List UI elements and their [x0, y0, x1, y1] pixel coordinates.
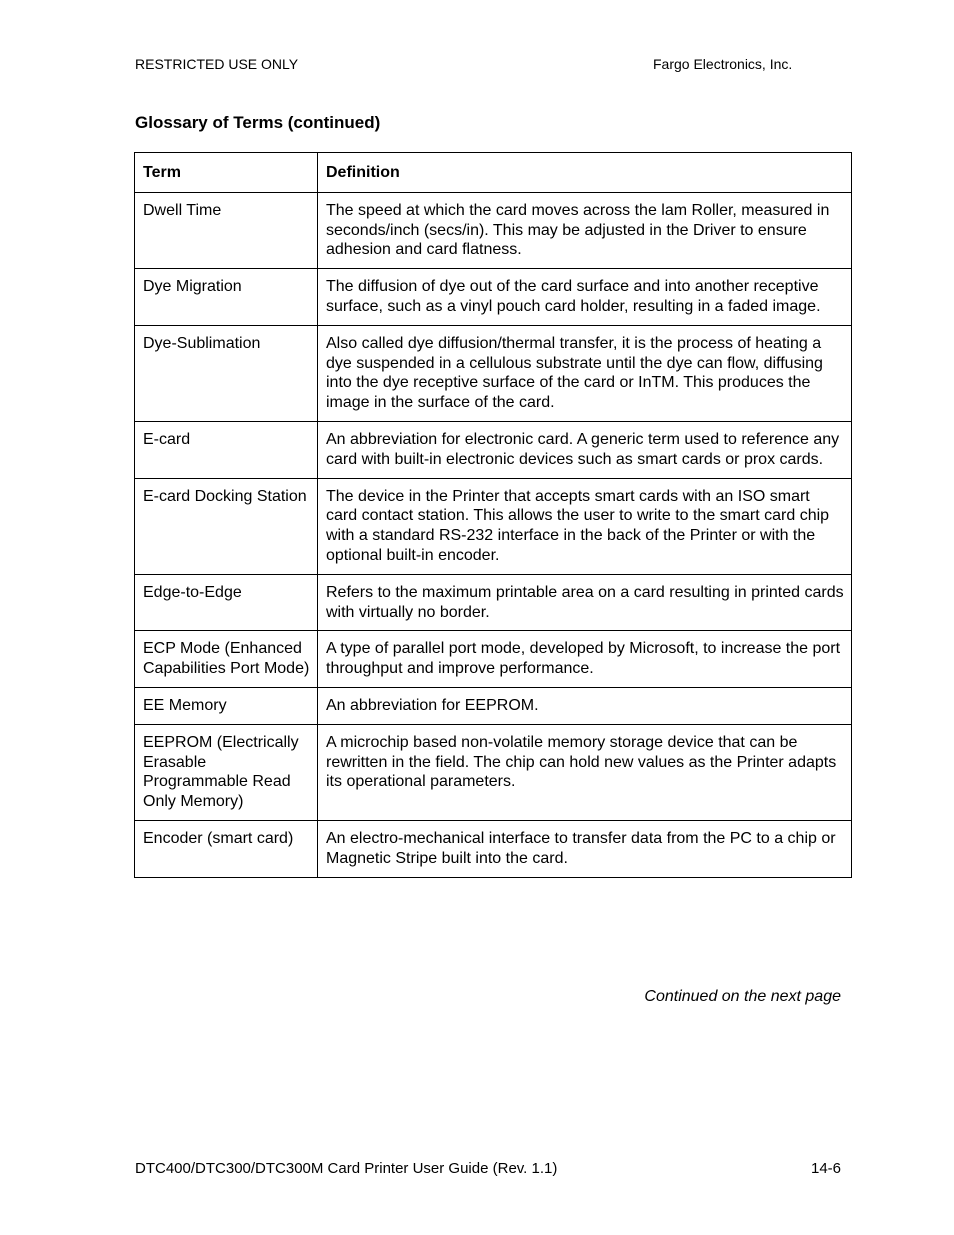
- definition-cell: The speed at which the card moves across the lam Roller, measured in seconds/inch (secs/in). This may be adjusted in the Driver to ensure adhesion and card flatness.: [318, 192, 852, 268]
- header-company-name: Fargo Electronics, Inc.: [653, 56, 793, 72]
- column-header-term: Term: [135, 153, 318, 193]
- table-row: [135, 631, 852, 688]
- table-header-row: [135, 153, 852, 193]
- footer-page-number: 14-6: [811, 1160, 842, 1177]
- term-cell: Dwell Time: [135, 192, 318, 268]
- term-cell: EEPROM (Electrically Erasable Programmable Read Only Memory): [135, 724, 318, 820]
- definition-cell: An electro-mechanical interface to transfer data from the PC to a chip or Magnetic Stripe built into the card.: [318, 820, 852, 877]
- section-title: Glossary of Terms (continued): [135, 113, 381, 132]
- header-restricted-notice: RESTRICTED USE ONLY: [135, 56, 299, 72]
- term-cell: E-card Docking Station: [135, 478, 318, 574]
- table-row: [135, 574, 852, 631]
- term-cell: Dye-Sublimation: [135, 325, 318, 421]
- table-row: [135, 820, 852, 877]
- glossary-table: [134, 152, 852, 878]
- definition-cell: The diffusion of dye out of the card surface and into another receptive surface, such as a vinyl pouch card holder, resulting in a faded image.: [318, 269, 852, 326]
- continued-note: Continued on the next page: [644, 988, 841, 1005]
- term-cell: Dye Migration: [135, 269, 318, 326]
- term-cell: E-card: [135, 421, 318, 478]
- definition-cell: Also called dye diffusion/thermal transfer, it is the process of heating a dye suspended in a cellulous substrate until the dye can flow, diffusing into the dye receptive surface of the card or InTM. This produces the image in the surface of the card.: [318, 325, 852, 421]
- table-row: [135, 687, 852, 724]
- definition-cell: The device in the Printer that accepts smart cards with an ISO smart card contact station. This allows the user to write to the smart card chip with a standard RS-232 interface in the back of the Printer or with the optional built-in encoder.: [318, 478, 852, 574]
- table-row: [135, 421, 852, 478]
- table-row: [135, 724, 852, 820]
- table-row: [135, 192, 852, 268]
- table-row: [135, 325, 852, 421]
- term-cell: Edge-to-Edge: [135, 574, 318, 631]
- definition-cell: A type of parallel port mode, developed by Microsoft, to increase the port throughput and improve performance.: [318, 631, 852, 688]
- definition-cell: Refers to the maximum printable area on a card resulting in printed cards with virtually no border.: [318, 574, 852, 631]
- definition-cell: An abbreviation for electronic card. A generic term used to reference any card with built-in electronic devices such as smart cards or prox cards.: [318, 421, 852, 478]
- table-row: [135, 478, 852, 574]
- term-cell: ECP Mode (Enhanced Capabilities Port Mode): [135, 631, 318, 688]
- definition-cell: An abbreviation for EEPROM.: [318, 687, 852, 724]
- footer-document-title: DTC400/DTC300/DTC300M Card Printer User Guide (Rev. 1.1): [135, 1160, 558, 1177]
- definition-cell: A microchip based non-volatile memory storage device that can be rewritten in the field. The chip can hold new values as the Printer adapts its operational parameters.: [318, 724, 852, 820]
- term-cell: EE Memory: [135, 687, 318, 724]
- term-cell: Encoder (smart card): [135, 820, 318, 877]
- column-header-definition: Definition: [318, 153, 852, 193]
- table-row: [135, 269, 852, 326]
